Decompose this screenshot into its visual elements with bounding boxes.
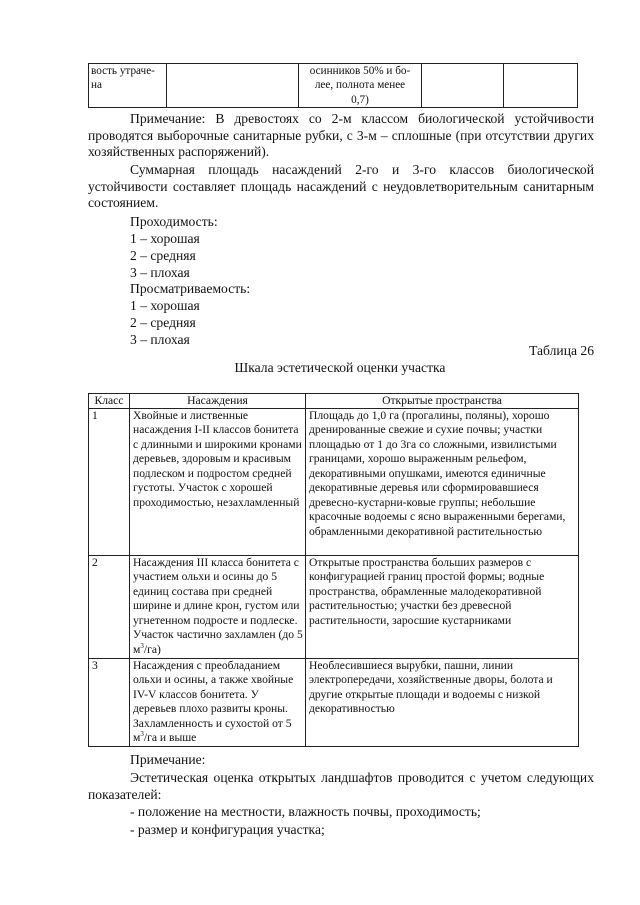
column-header: Класс xyxy=(89,394,130,409)
summary-paragraph: Суммарная площадь насаждений 2-го и 3-го классов биологической устойчивости составляет площадь насаждений с неудовлетворительным санитарным состоянием. xyxy=(88,162,594,211)
table-cell: вость утраче- на xyxy=(89,64,167,108)
table-row xyxy=(89,555,579,658)
table-header-row xyxy=(89,394,579,409)
table-cell: осинников 50% и бо- лее, полнота менее 0,7) xyxy=(299,64,422,108)
unit-superscript: 3 xyxy=(140,641,144,650)
table-label: Таблица 26 xyxy=(529,343,594,358)
note-paragraph: Примечание: В древостоях со 2-м классом биологической устойчивости проводятся выборочные санитарные рубки, с 3-м – сплошные (при отсутствии других хозяйственных распоряжений). xyxy=(88,111,594,160)
table-cell xyxy=(504,64,578,108)
table-cell xyxy=(422,64,504,108)
table-cell xyxy=(167,64,299,108)
list-item: 3 – плохая xyxy=(130,332,190,347)
note2-paragraph: Эстетическая оценка открытых ландшафтов проводится с учетом следующих показателей: xyxy=(88,770,594,802)
open-spaces-cell: Открытые пространства больших размеров с конфигурацией границ простой формы; водные пространства, обрамленные малодекоративной растительностью; участки без древесной растительности, заросшие кустарниками xyxy=(306,555,579,658)
class-cell: 3 xyxy=(89,658,130,746)
passability-title: Проходимость: xyxy=(130,214,218,229)
stands-cell xyxy=(130,658,306,746)
unit-superscript: 3 xyxy=(140,730,144,739)
open-spaces-cell: Площадь до 1,0 га (прогалины, поляны), хорошо дренированные свежие и сухие почвы; участки площадью от 1 до 3га со сложными, извилистыми границами, хорошо выраженным рельефом, декоративными опушками, имеются единичные декоративные деревья или сформировавшиеся древесно-кустарни-ковые группы; небольшие красочные водоемы с ясно выраженными берегами, обрамленными декоративной растительностью xyxy=(306,408,579,555)
list-item: 2 – средняя xyxy=(130,315,196,330)
stands-cell: Хвойные и лиственные насаждения I-II классов бонитета с длинными и широкими кронами деревьев, здоровым и красивым подлеском и подростом средней густоты. Участок с хорошей проходимостью, незахламленный xyxy=(130,408,306,555)
stands-text-end: /га) xyxy=(143,642,161,656)
stands-text: Насаждения с преобладанием ольхи и осины, а также хвойные IV-V классов бонитета. У деревьев плохо развиты кроны. Захламленность и сухостой от 5 м xyxy=(133,658,294,744)
list-item: - размер и конфигурация участка; xyxy=(130,822,325,837)
continuation-table xyxy=(88,63,578,108)
table-row xyxy=(89,64,578,108)
table-row xyxy=(89,408,579,555)
aesthetic-scale-table xyxy=(88,393,579,747)
class-cell: 2 xyxy=(89,555,130,658)
table-row xyxy=(89,658,579,746)
note2-title: Примечание: xyxy=(130,752,206,767)
stands-text: Насаждения III класса бонитета с участием ольхи и осины до 5 единиц состава при средней ширине и длине крон, густом или угнетенном подросте и подлеске. Участок частично захламлен (до 5 м xyxy=(133,555,303,656)
list-item: 3 – плохая xyxy=(130,265,190,280)
open-spaces-cell: Необлесившиеся вырубки, пашни, линии электропередачи, хозяйственные дворы, болота и другие открытые площади и водоемы с низкой декоративностью xyxy=(306,658,579,746)
list-item: 1 – хорошая xyxy=(130,298,200,313)
list-item: - положение на местности, влажность почвы, проходимость; xyxy=(130,804,481,819)
stands-text-end: /га и выше xyxy=(143,731,197,744)
visibility-title: Просматриваемость: xyxy=(130,281,251,296)
list-item: 1 – хорошая xyxy=(130,231,200,246)
list-item: 2 – средняя xyxy=(130,248,196,263)
column-header: Насаждения xyxy=(130,394,306,409)
column-header: Открытые пространства xyxy=(306,394,579,409)
table-title: Шкала эстетической оценки участка xyxy=(234,360,446,375)
class-cell: 1 xyxy=(89,408,130,555)
stands-cell xyxy=(130,555,306,658)
